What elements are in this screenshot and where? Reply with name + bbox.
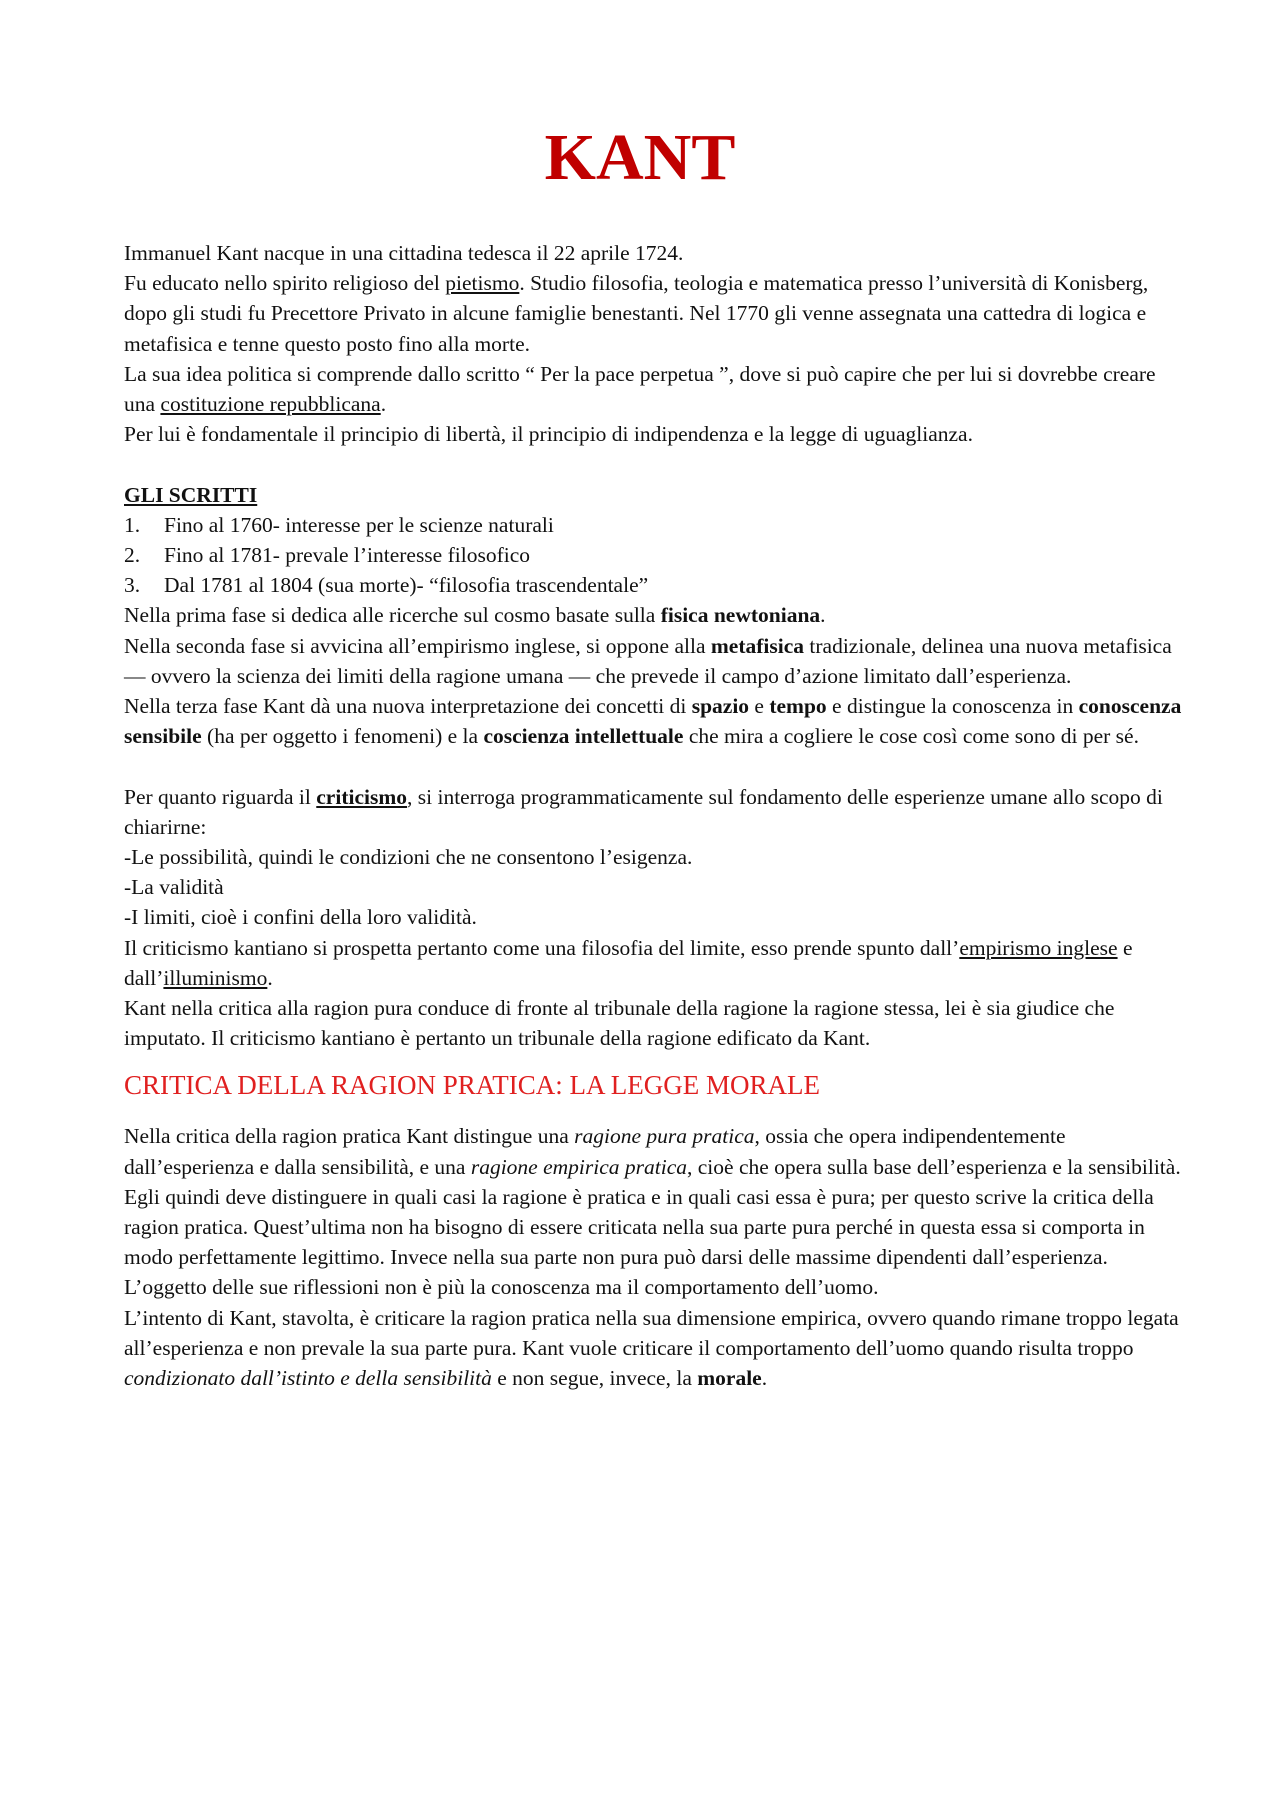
criticismo-point-2: -La validità (124, 875, 224, 900)
list-item: 3. Dal 1781 al 1804 (sua morte)- “filosofia trascendentale” (124, 573, 649, 598)
tribunale-paragraph: Kant nella critica alla ragion pura conduce di fronte al tribunale della ragione la ragione stessa, lei è sia giudice che imputato. Il criticismo kantiano è pertanto un tribunale della ragione edificato da Kant. (124, 996, 1115, 1051)
spacer (124, 751, 1184, 781)
document-title: KANT (544, 121, 736, 194)
list-item: 1. Fino al 1760- interesse per le scienze naturali (124, 512, 554, 537)
criticismo-point-3: -I limiti, cioè i confini della loro validità. (124, 905, 477, 930)
fase-1-paragraph: Nella prima fase si dedica alle ricerche sul cosmo basate sulla fisica newtoniana. (124, 603, 826, 628)
pratica-paragraph-3: L’intento di Kant, stavolta, è criticare la ragion pratica nella sua dimensione empirica, ovvero quando rimane troppo legata all’esperienza e non prevale la sua parte pura. Kant vuole criticare il comportamento dell’uomo quando risulta troppo condizionato dall’istinto e della sensibilità e non segue, invece, la morale. (124, 1305, 1179, 1391)
bio-paragraph-4: Per lui è fondamentale il principio di libertà, il principio di indipendenza e la legge di uguaglianza. (124, 422, 973, 447)
bio-paragraph-3: La sua idea politica si comprende dallo scritto “ Per la pace perpetua ”, dove si può capire che per lui si dovrebbe creare una costituzione repubblicana. (124, 361, 1156, 417)
pratica-paragraph-1: Nella critica della ragion pratica Kant distingue una ragione pura pratica, ossia che opera indipendentemente dall’esperienza e dalla sensibilità, e una ragione empirica pratica, cioè che opera sulla base dell’esperienza e la sensibilità. Egli quindi deve distinguere in quali casi la ragione è pratica e in quali casi essa è pura; per questo scrive la critica della ragion pratica. Quest’ultima non ha bisogno di essere criticata nella sua parte pura perché in questa essa si comporta in modo perfettamente legittimo. Invece nella sua parte non pura può darsi delle massime dipendenti dall’esperienza. (124, 1124, 1181, 1270)
scritti-list (124, 510, 1184, 601)
pratica-paragraph-2: L’oggetto delle sue riflessioni non è più la conoscenza ma il comportamento dell’uomo. (124, 1275, 879, 1300)
scritti-heading: GLI SCRITTI (124, 482, 258, 507)
list-item: 2. Fino al 1781- prevale l’interesse filosofico (124, 543, 530, 568)
fase-2-paragraph: Nella seconda fase si avvicina all’empirismo inglese, si oppone alla metafisica tradizionale, delinea una nuova metafisica — ovvero la scienza dei limiti della ragione umana — che prevede il campo d’azione limitato dall’esperienza. (124, 633, 1172, 688)
criticismo-point-1: -Le possibilità, quindi le condizioni che ne consentono l’esigenza. (124, 845, 693, 870)
pietismo-term: pietismo (445, 271, 520, 296)
document-body (124, 238, 1184, 1393)
criticismo-limite-paragraph: Il criticismo kantiano si prospetta pertanto come una filosofia del limite, esso prende spunto dall’empirismo inglese e dall’illuminismo. (124, 935, 1133, 990)
criticismo-paragraph: Per quanto riguarda il criticismo, si interroga programmaticamente sul fondamento delle esperienze umane allo scopo di chiarirne: (124, 784, 1163, 839)
costituzione-term: costituzione repubblicana (160, 392, 381, 417)
fase-3-paragraph: Nella terza fase Kant dà una nuova interpretazione dei concetti di spazio e tempo e distingue la conoscenza in conoscenza sensibile (ha per oggetto i fenomeni) e la coscienza intellettuale che mira a cogliere le cose così come sono di per sé. (124, 694, 1182, 749)
section-heading-pratica: CRITICA DELLA RAGION PRATICA: LA LEGGE MORALE (124, 1070, 820, 1101)
bio-paragraph-1: Immanuel Kant nacque in una cittadina tedesca il 22 aprile 1724. (124, 241, 684, 265)
bio-paragraph-2: Fu educato nello spirito religioso del pietismo. Studio filosofia, teologia e matematica presso l’università di Konisberg, dopo gli studi fu Precettore Privato in alcune famiglie benestanti. Nel 1770 gli venne assegnata una cattedra di logica e metafisica e tenne questo posto fino alla morte. (124, 271, 1149, 356)
spacer (124, 449, 1184, 479)
